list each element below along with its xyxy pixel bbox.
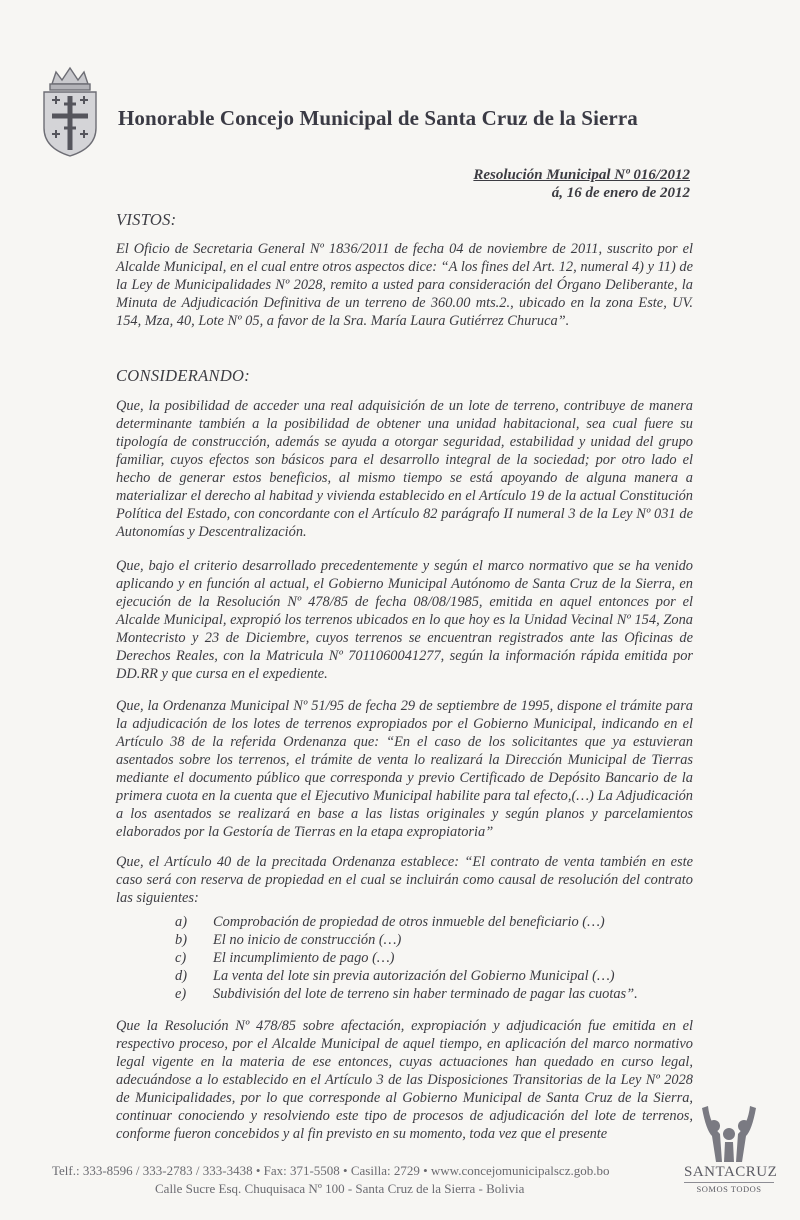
vistos-heading: VISTOS: bbox=[116, 210, 177, 229]
santa-cruz-logo-title: SANTACRUZ bbox=[684, 1164, 778, 1180]
list-item-label: e) bbox=[175, 986, 187, 1002]
considerando-paragraph-3: Que, la Ordenanza Municipal Nº 51/95 de fecha 29 de septiembre de 1995, dispone el trámite para la adjudicación de los lotes de terrenos expropiados por el Gobierno Municipal, indicando en el Artículo 38 de la referida Ordenanza que: “En el caso de los solicitantes que ya estuvieran asentados sobre los terrenos, el trámite de venta lo realizará la Dirección Municipal de Tierras mediante el documento público que corresponda y previo Certificado de Depósito Bancario de la primera cuota en la cuenta que el Ejecutivo Municipal habilite para tal efecto,(…) La Adjudicación a los asentados se realizará en base a las listas originales y según planos y parcelamientos elaborados por la Gestoría de Tierras en la etapa expropiatoria” bbox=[116, 698, 693, 840]
footer-address: Calle Sucre Esq. Chuquisaca Nº 100 - Santa Cruz de la Sierra - Bolivia bbox=[155, 1181, 525, 1196]
list-item-text: Comprobación de propiedad de otros inmueble del beneficiario (…) bbox=[213, 914, 605, 930]
considerando-paragraph-1: Que, la posibilidad de acceder una real adquisición de un lote de terreno, contribuye de manera determinante también a la posibilidad de obtener una unidad habitacional, sea cual fuere su tipología de construcción, además se ayuda a otorgar seguridad, estabilidad y unidad del grupo familiar, cuyos efectos son básicos para el desarrollo integral de la sociedad; por otro lado el hecho de generar estos beneficios, al mismo tiempo se está apoyando de alguna manera a materializar el derecho al habitad y vivienda establecido en el Artículo 19 de la actual Constitución Política del Estado, con concordante con el Artículo 82 parágrafo II numeral 3 de la Ley Nº 031 de Autonomías y Descentralización. bbox=[116, 398, 693, 540]
list-item bbox=[175, 985, 695, 1003]
resolution-number: Resolución Municipal Nº 016/2012 bbox=[473, 167, 690, 183]
list-item-label: c) bbox=[175, 950, 187, 966]
institution-name: Honorable Concejo Municipal de Santa Cruz de la Sierra bbox=[118, 106, 638, 130]
list-item-label: b) bbox=[175, 932, 187, 948]
list-item bbox=[175, 931, 695, 949]
list-item-text: Subdivisión del lote de terreno sin haber terminado de pagar las cuotas”. bbox=[213, 986, 638, 1002]
coat-of-arms-icon bbox=[38, 58, 102, 158]
list-item-text: El no inicio de construcción (…) bbox=[213, 932, 402, 948]
considerando-heading: CONSIDERANDO: bbox=[116, 366, 251, 385]
list-item-label: d) bbox=[175, 968, 187, 984]
list-item bbox=[175, 913, 695, 931]
causal-list bbox=[175, 913, 695, 1003]
list-item bbox=[175, 967, 695, 985]
considerando-paragraph-2: Que, bajo el criterio desarrollado precedentemente y según el marco normativo que se ha venido aplicando y en función al actual, el Gobierno Municipal Autónomo de Santa Cruz de la Sierra, en ejecución de la Resolución Nº 478/85 de fecha 08/08/1985, emitida en aquel entonces por el Alcalde Municipal, expropió los terrenos ubicados en lo que hoy es la Unidad Vecinal Nº 154, Zona Montecristo y 23 de Diciembre, cuyos terrenos se encuentran registrados ante las Oficinas de Derechos Reales, con la Matricula Nº 7011060041277, según la información rápida emitida por DD.RR y que cursa en el expediente. bbox=[116, 558, 693, 682]
list-item-text: El incumplimiento de pago (…) bbox=[213, 950, 395, 966]
considerando-final-paragraph: Que la Resolución Nº 478/85 sobre afectación, expropiación y adjudicación fue emitida en el respectivo proceso, por el Alcalde Municipal de aquel tiempo, en aplicación del marco normativo legal vigente en la materia de ese entonces, cuyas actuaciones han quedado en curso legal, adecuándose a lo establecido en el Artículo 3 de las Disposiciones Transitorias de la Ley Nº 2028 de Municipalidades, por lo que corresponde al Gobierno Municipal de Santa Cruz de la Sierra, continuar conociendo y resolviendo este tipo de procesos de adjudicación del lote de terrenos, conforme fueron concebidos y al fin previsto en su momento, toda vez que el presente bbox=[116, 1018, 693, 1142]
santa-cruz-logo-tagline: SOMOS TODOS bbox=[684, 1182, 774, 1194]
considerando-paragraph-4: Que, el Artículo 40 de la precitada Ordenanza establece: “El contrato de venta también en este caso será con reserva de propiedad en el cual se incluirán como causal de resolución del contrato las siguientes: bbox=[116, 854, 693, 906]
vistos-paragraph: El Oficio de Secretaria General Nº 1836/2011 de fecha 04 de noviembre de 2011, suscrito por el Alcalde Municipal, en el cual entre otros aspectos dice: “A los fines del Art. 12, numeral 4) y 11) de la Ley de Municipalidades Nº 2028, remito a usted para consideración del Órgano Deliberante, la Minuta de Adjudicación Definitiva de un terreno de 360.00 mts.2., ubicado en la zona Este, UV. 154, Mza, 40, Lote Nº 05, a favor de la Sra. María Laura Gutiérrez Churuca”. bbox=[116, 241, 693, 329]
list-item-text: La venta del lote sin previa autorización del Gobierno Municipal (…) bbox=[213, 968, 615, 984]
list-item bbox=[175, 949, 695, 967]
footer-contact: Telf.: 333-8596 / 333-2783 / 333-3438 • Fax: 371-5508 • Casilla: 2729 • www.concejomunicipalscz.gob.bo bbox=[52, 1163, 610, 1178]
list-item-label: a) bbox=[175, 914, 187, 930]
resolution-date: á, 16 de enero de 2012 bbox=[551, 185, 690, 201]
